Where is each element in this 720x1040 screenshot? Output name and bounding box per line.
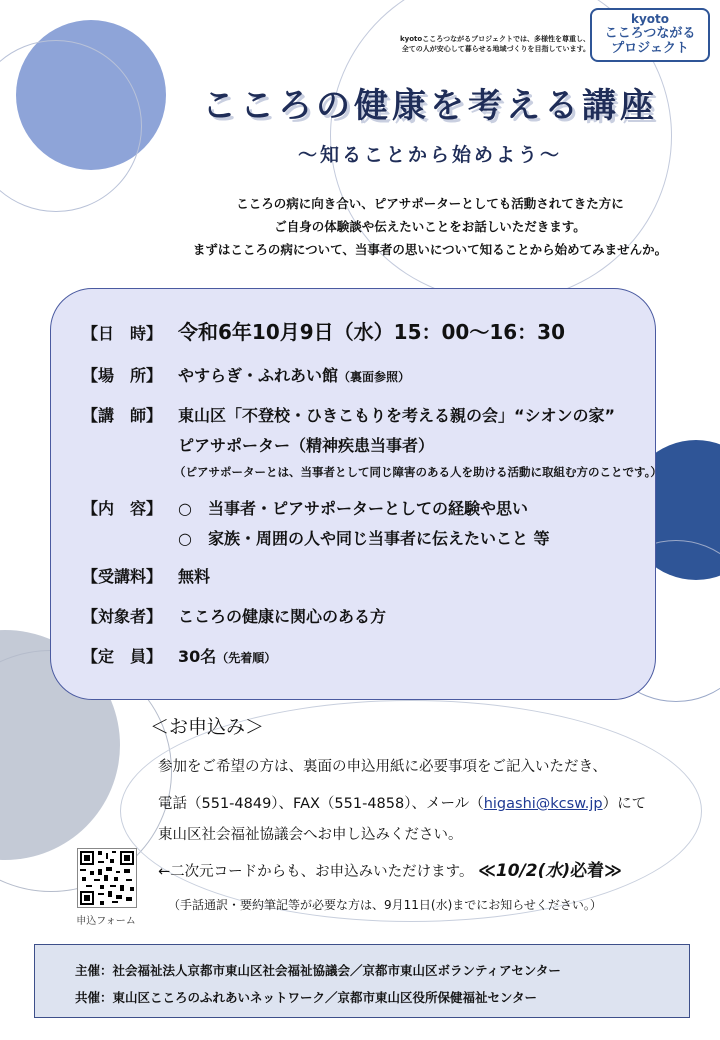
page-subtitle: ～知ることから始めよう～ [297, 144, 562, 166]
detail-capacity [82, 644, 276, 667]
deadline-close: 必着≫ [570, 861, 622, 881]
capacity-value: 30名 [178, 647, 217, 666]
qr-code-icon[interactable] [77, 848, 137, 908]
details-panel [50, 288, 656, 700]
organizer-line: 主催：社会福祉法人京都市東山区社会福祉協議会／京都市東山区ボランティアセンター [75, 963, 561, 978]
fee-label: 【受講料】 [82, 567, 163, 586]
datetime-label: 【日 時】 [82, 324, 163, 343]
sign-language-note: （手話通訳・要約筆記等が必要な方は、9月11日(水)までにお知らせください。） [168, 898, 602, 912]
place-label: 【場 所】 [82, 366, 163, 385]
deadline-open: ≪ [478, 861, 496, 881]
logo-top: kyoto [630, 12, 670, 26]
qr-pattern [78, 849, 136, 907]
email-link[interactable]: higashi@kcsw.jp [483, 796, 603, 812]
detail-fee [82, 564, 210, 587]
capacity-note: （先着順） [216, 651, 277, 665]
target-value: こころの健康に関心のある方 [178, 607, 387, 626]
apply-line1: 参加をご希望の方は、裏面の申込用紙に必要事項をご記入いただき、 [158, 759, 607, 775]
qr-hint: ←二次元コードからも、お申込みいただけます。 [158, 864, 474, 880]
tagline-line2: 全ての人が安心して暮らせる地域づくりを目指しています。 [401, 45, 590, 53]
detail-lecturer [82, 403, 615, 426]
cosponsor-line: 共催：東山区こころのふれあいネットワーク／京都市東山区役所保健福祉センター [75, 990, 538, 1005]
detail-content [82, 496, 528, 519]
footer-box [34, 944, 690, 1018]
content-label: 【内 容】 [82, 499, 163, 518]
lecturer-note: （ピアサポーターとは、当事者として同じ障害のある人を助ける活動に取組む方のことです。） [174, 465, 662, 479]
logo-mid: こころつながる [604, 26, 696, 41]
detail-datetime [82, 316, 565, 345]
target-label: 【対象者】 [82, 607, 163, 626]
lecturer-line1: 東山区「不登校・ひきこもりを考える親の会」“シオンの家” [178, 406, 616, 425]
deadline-date: 10/2(水) [495, 861, 571, 881]
qr-label: 申込フォーム [76, 916, 136, 927]
intro-line: まずはこころの病について、当事者の思いについて知ることから始めてみませんか。 [192, 242, 668, 257]
place-note: （裏面参照） [338, 370, 411, 384]
detail-place [82, 363, 410, 386]
tagline-line1: kyotoこころつながるプロジェクトでは、多様性を尊重し、 [400, 35, 590, 43]
apply-contact: 電話（551-4849）、FAX（551-4858）、メール（ [158, 796, 484, 812]
intro-line: ご自身の体験談や伝えたいことをお話しいただきます。 [274, 219, 586, 234]
fee-value: 無料 [178, 567, 211, 586]
detail-lecturer-2 [178, 433, 434, 456]
intro-text [150, 192, 710, 261]
apply-line4 [158, 856, 622, 881]
intro-line: こころの病に向き合い、ピアサポーターとしても活動されてきた方に [236, 196, 624, 211]
detail-target [82, 604, 386, 627]
content-item: ○ 当事者・ピアサポーターとしての経験や思い [178, 499, 528, 518]
deadline [478, 861, 622, 881]
page-title: こころの健康を考える講座 [202, 86, 658, 126]
place-value: やすらぎ・ふれあい館 [178, 366, 339, 385]
datetime-value: 令和6年10月9日（水）15：00～16：30 [178, 320, 565, 344]
apply-line2 [158, 792, 646, 813]
capacity-label: 【定 員】 [82, 647, 163, 666]
content-item: ○ 家族・周囲の人や同じ当事者に伝えたいこと 等 [178, 529, 550, 548]
project-tagline [300, 34, 590, 54]
apply-heading: ＜お申込み＞ [150, 716, 265, 738]
logo-bottom: プロジェクト [611, 41, 689, 56]
lecturer-label: 【講 師】 [82, 406, 163, 425]
lecturer-line2: ピアサポーター（精神疾患当事者） [178, 436, 435, 455]
apply-line3: 東山区社会福祉協議会へお申し込みください。 [158, 827, 463, 843]
apply-contact-end: ）にて [602, 796, 647, 812]
project-logo [590, 8, 710, 62]
detail-content-2 [178, 526, 550, 549]
